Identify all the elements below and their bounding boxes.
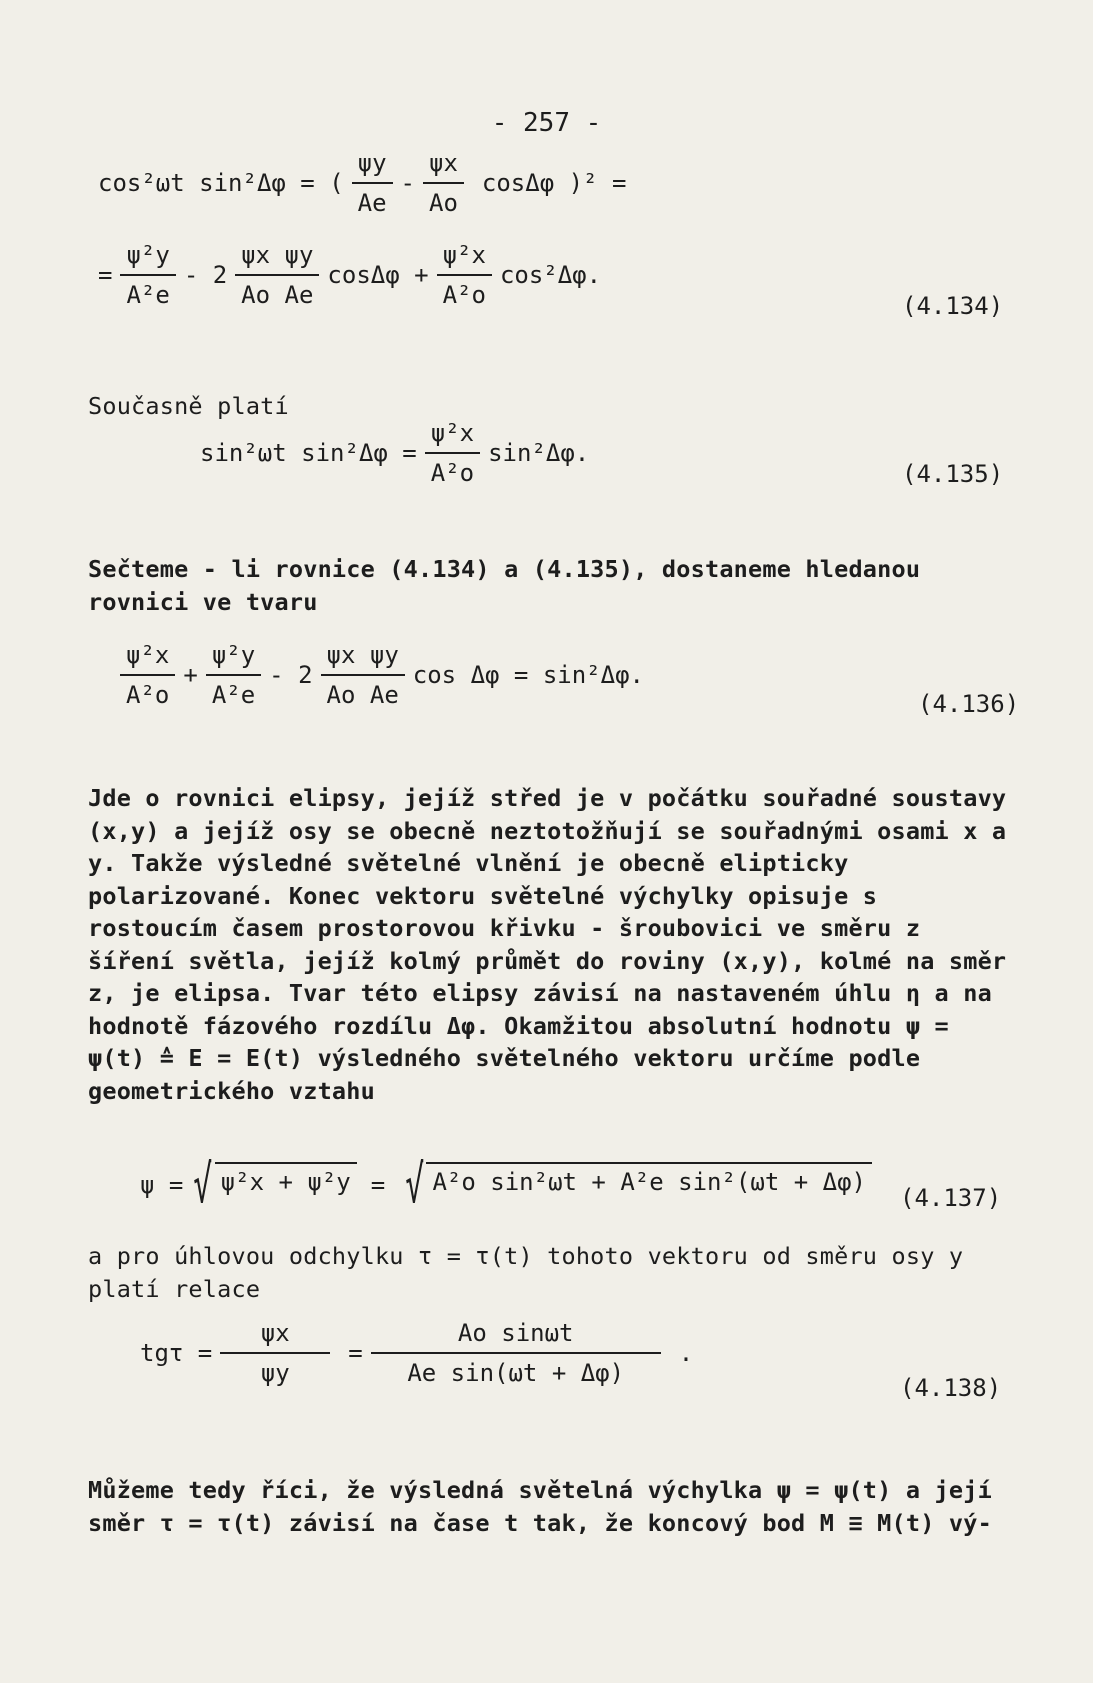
- fraction-psi2y-over-a2e: $\frac{\text{ψ²y}}{\text{A²e}}$: [206, 640, 261, 710]
- square-root-1: √ ψ²x + ψ²y: [187, 1162, 356, 1209]
- equation-4-134-line1: [98, 148, 626, 218]
- square-root-2: √ A²o sin²ωt + A²e sin²(ωt + Δφ): [399, 1162, 872, 1209]
- paragraph-secteme: Sečteme - li rovnice (4.134) a (4.135), dostaneme hledanou rovnici ve tvaru: [88, 555, 921, 616]
- equation-number-4-134: (4.134): [902, 292, 1004, 320]
- fraction-psi2x-over-a2o: $\frac{\text{ψ²x}}{\text{A²o}}$: [425, 418, 480, 488]
- fraction-psi2x-over-a2o: $\frac{\text{ψ²x}}{\text{A²o}}$: [437, 240, 492, 310]
- fraction-psi-x-over-ao: $\frac{\psi x}{Ao}$: [423, 148, 464, 218]
- minus-sign: -: [400, 169, 415, 197]
- equation-number-4-136: (4.136): [918, 690, 1020, 718]
- fraction-psix-over-psiy: $\frac{\psi x}{\psi y}$: [220, 1318, 330, 1388]
- equation-4-138: tgτ = $\frac{\psi x}{\psi y}$ = $\frac{\text{Ao sinωt}}{\text{Ae sin(ωt + Δφ)}}$ .: [140, 1319, 694, 1387]
- paragraph-pro-uhlovou: a pro úhlovou odchylku τ = τ(t) tohoto vektoru od směru osy y platí relace: [88, 1242, 964, 1303]
- fraction-psi-y-over-ae: $\frac{\psi y}{Ae}$: [352, 148, 393, 218]
- eq-lhs: cos²ωt sin²Δφ = (: [98, 169, 344, 197]
- equation-4-134-line2: = $\frac{\text{ψ²y}}{\text{A²e}}$ - 2 $\frac{\text{ψx ψy}}{\text{Ao Ae}}$ cosΔφ + $\frac{\text{ψ²x}}{\text{A²o}}$ cos²Δφ.: [98, 241, 602, 309]
- equation-number-4-138: (4.138): [900, 1374, 1002, 1402]
- equation-number-4-135: (4.135): [902, 460, 1004, 488]
- page-number: - 257 -: [491, 108, 602, 138]
- fraction-ao-sin-over-ae-sin: $\frac{\text{Ao sinωt}}{\text{Ae sin(ωt + Δφ)}}$: [371, 1318, 661, 1388]
- paragraph-soucasne-plati: Současně platí: [88, 392, 289, 420]
- equation-4-135: sin²ωt sin²Δφ = $\frac{\text{ψ²x}}{\text{A²o}}$ sin²Δφ.: [200, 419, 590, 487]
- equation-4-136: $\frac{\text{ψ²x}}{\text{A²o}}$ + $\frac{\text{ψ²y}}{\text{A²e}}$ - 2 $\frac{\text{ψx ψy}}{\text{Ao Ae}}$ cos Δφ = sin²Δφ.: [112, 640, 644, 710]
- fraction-psi2y-over-a2e: $\frac{\text{ψ²y}}{\text{A²e}}$: [120, 240, 175, 310]
- paragraph-jde-o-rovnici: Jde o rovnici elipsy, jejíž střed je v počátku souřadné soustavy (x,y) a jejíž osy se obecně neztotožňují se souřadnými osami x a y. Takže výsledné světelné vlnění je obecně elipticky polarizované. Konec vektoru světelné výchylky opisuje s rostoucím časem prostorovou křivku - šroubovici ve směru z šíření světla, jejíž kolmý průmět do roviny (x,y), kolmé na směr z, je elipsa. Tvar této elipsy závisí na nastaveném úhlu η a na hodnotě fázového rozdílu Δφ. Okamžitou absolutní hodnotu ψ = ψ(t) ≙ E = E(t) výsledného světelného vektoru určíme podle geometrického vztahu: [88, 784, 1007, 1105]
- equation-4-137: ψ = √ ψ²x + ψ²y = √ A²o sin²ωt + A²e sin²(ωt + Δφ): [140, 1162, 876, 1209]
- fraction-psixpsiy-over-aoae: $\frac{\text{ψx ψy}}{\text{Ao Ae}}$: [321, 640, 405, 710]
- eq-tail: cosΔφ )² =: [481, 169, 627, 197]
- equation-number-4-137: (4.137): [900, 1184, 1002, 1212]
- paragraph-muzeme: Můžeme tedy říci, že výsledná světelná výchylka ψ = ψ(t) a její směr τ = τ(t) závisí na čase t tak, že koncový bod M ≡ M(t) vý-: [88, 1476, 992, 1537]
- fraction-psi2x-over-a2o: $\frac{\text{ψ²x}}{\text{A²o}}$: [120, 640, 175, 710]
- fraction-psixpsiy-over-aoae: $\frac{\text{ψx ψy}}{\text{Ao Ae}}$: [235, 240, 319, 310]
